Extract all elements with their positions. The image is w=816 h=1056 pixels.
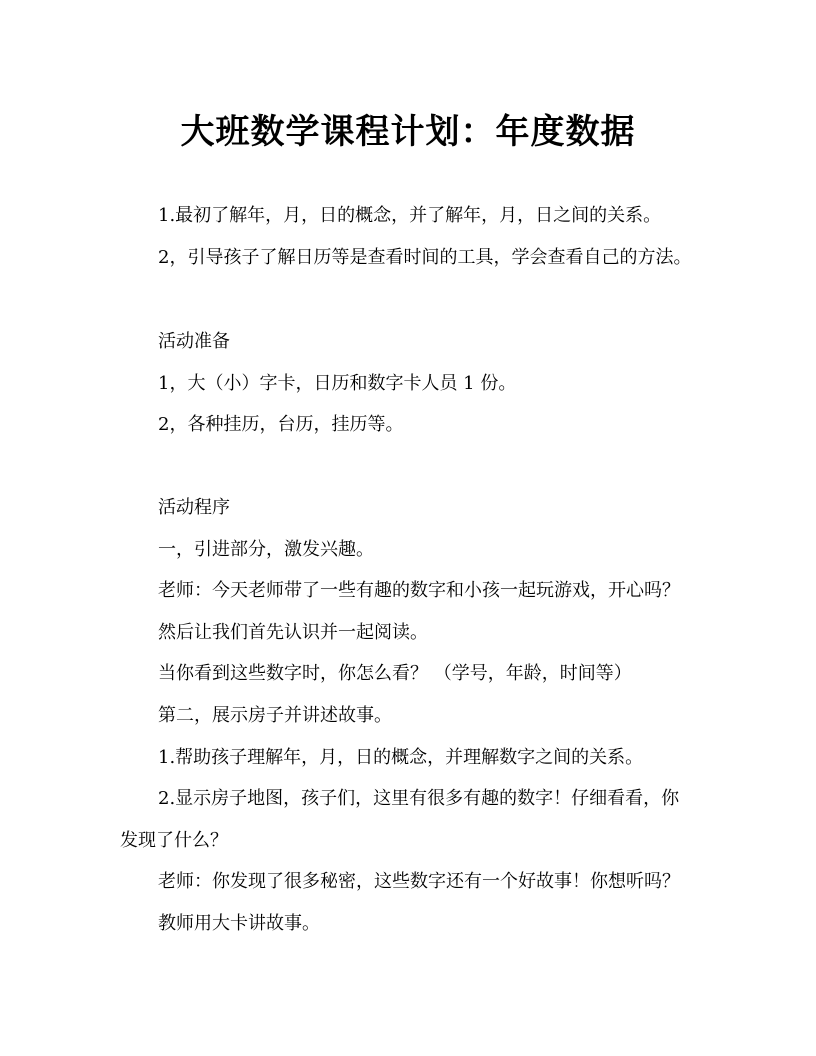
paragraph-line: 然后让我们首先认识并一起阅读。 [158,622,428,643]
paragraph-line: 1，大（小）字卡，日历和数字卡人员 1 份。 [158,373,517,394]
paragraph-line: 教师用大卡讲故事。 [158,913,320,934]
section-heading: 活动程序 [158,497,230,518]
paragraph-line: 当你看到这些数字时，你怎么看？ （学号，年龄，时间等） [158,663,632,684]
paragraph-line: 老师：你发现了很多秘密，这些数字还有一个好故事！你想听吗？ [158,871,680,892]
paragraph-line: 老师：今天老师带了一些有趣的数字和小孩一起玩游戏，开心吗？ [158,580,680,601]
paragraph-line: 2，各种挂历，台历，挂历等。 [158,414,404,435]
paragraph-line: 发现了什么？ [120,830,228,851]
paragraph-line: 1.最初了解年，月，日的概念，并了解年，月，日之间的关系。 [158,205,662,226]
paragraph-line: 第二，展示房子并讲述故事。 [158,705,392,726]
paragraph-line: 2，引导孩子了解日历等是查看时间的工具，学会查看自己的方法。 [158,247,692,268]
paragraph-line: 一，引进部分，激发兴趣。 [158,539,374,560]
paragraph-line: 2.显示房子地图，孩子们，这里有很多有趣的数字！仔细看看，你 [158,788,680,809]
document-title: 大班数学课程计划：年度数据 [180,112,636,152]
paragraph-line: 1.帮助孩子理解年，月，日的概念，并理解数字之间的关系。 [158,747,644,768]
section-heading: 活动准备 [158,331,230,352]
